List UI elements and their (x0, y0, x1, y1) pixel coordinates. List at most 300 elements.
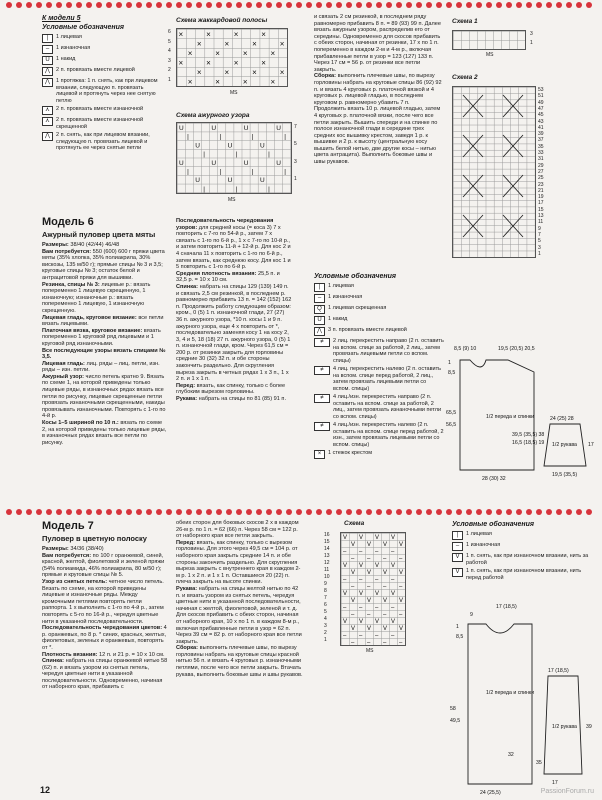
scheme2-row-label: 11 (538, 219, 544, 226)
right-legend-text: 1 накид (328, 316, 348, 322)
scheme7-stitch-mark: – (343, 577, 347, 583)
scheme7-row-label: 4 (324, 616, 327, 622)
m7-sleeves-label: Рукава: (176, 585, 198, 592)
model6-right-text (314, 14, 442, 166)
pattern7-sleeve-label: 1/2 рукава (552, 724, 577, 730)
assembly-value: выполнить плечевые швы, по вырезу горловины набрать на круговые спицы 86 (92) 92 п. и вязать 4 круговых р. платочной вязкой и 4 круговых р. лицевой гладью, в последнем круговом р. равномерно убавить 7 п. Продолжить вязать 10 р. лицевой гладью, затем 4 круговых р. платочной вязки, после чего все петли закрыть. Вышить спереди и на спинке по полосе изнаночной глади в середине трех средних кос вышивку крестом, заведя 1 р. к вышивке и 2 р. к высоту (центральную косу вышить белой нитью, две другие косы – нитью цвета антрацита). Выполнить боковые швы и швы рукавов. (314, 73, 442, 166)
model6-subtitle: Ажурный пуловер цвета мяты (42, 230, 156, 239)
face-value: лиц. ряды – лиц. петли, изн. ряды – изн. петли. (42, 360, 160, 374)
jacquard-cross-mark: × (187, 49, 193, 58)
jacquard-cross-mark: × (206, 30, 211, 39)
right-legend-text: 1 стежок крестом (328, 450, 373, 456)
right-legend-text: 1 лицевая (328, 283, 354, 289)
scheme7-stitch-mark: – (359, 549, 363, 555)
scheme7-stitch-mark: – (391, 549, 395, 555)
scheme2-row-label: 39 (538, 131, 544, 138)
jacquard-cross-mark: × (196, 68, 202, 77)
openwork-stitch-mark: U (179, 125, 184, 132)
scheme7-row-label: 15 (324, 539, 330, 545)
watermark: PassionForum.ru (540, 788, 594, 795)
scheme7-stitch-mark: – (351, 640, 355, 645)
pattern6-sleeve-label: 1/2 рукава (552, 442, 577, 448)
right-legend-item (314, 338, 444, 364)
jacquard-cross-mark: × (224, 68, 230, 77)
scheme7-stitch-mark: V (351, 598, 356, 604)
right-legend-symbol-icon: ≠ (314, 338, 330, 347)
cont-text: и связать 2 см резинкой, в последнем ряду равномерно прибавить 8 п. = 89 (93) 99 п. Далее вязать ажурным узором, распределив его от середины. Одновременно для скосов прибавить с обеих сторон, начиная от резинки, 17 х по 1 п. попеременно в каждом 2-м и 4-м р., включая прибавленные петли в узор = 123 (127) 133 п. Через 17 см = 56 р. от резинки все петли закрыть. (314, 14, 441, 73)
scheme7-stitch-mark: V (383, 626, 388, 632)
openwork-stitch-mark: U (211, 159, 217, 167)
openwork-marks (177, 123, 291, 193)
scheme2-row-label: 43 (538, 118, 544, 125)
scheme7-stitch-mark: – (375, 549, 379, 555)
legend7-title: Условные обозначения (452, 521, 535, 528)
model5-legend-item (42, 34, 164, 43)
pattern6-dim-9: 24 (25) 28 (550, 416, 574, 422)
scheme2-row-label: 53 (538, 87, 544, 93)
needed-label: Вам потребуется: (42, 248, 92, 255)
m7-front-value: вязать, как спинку, только с вырезом горловины. Для этого через 49,5 см = 104 р. от наборного края закрыть средние 14 п. и обе стороны закончить раздельно. Для скругления выреза закрыть с внутреннего края в каждом 2-м р. 1 х 2 п. и 1 х 1 п. Оставшиеся 20 (22) п. плеча закрыть на высоте спинки. (176, 539, 301, 586)
right-legend-symbol-icon: | (314, 283, 325, 292)
scheme7-chart (340, 532, 406, 646)
scheme7-row-label: 7 (324, 595, 327, 601)
model5-legend-text: 2 п. провязать вместе лицевой (56, 67, 135, 73)
scheme7-stitch-mark: – (391, 605, 395, 611)
right-legend-symbol-icon: Q (314, 305, 325, 314)
jacquard-cross-mark: × (270, 77, 276, 86)
openwork-stitch-mark: | (251, 133, 254, 141)
scheme7-stitch-mark: – (383, 612, 387, 618)
model5-legend-item (42, 45, 164, 54)
scheme7-stitch-mark: V (391, 591, 396, 597)
middle-dot-border (0, 509, 602, 517)
right-legend-text: 3 п. провязать вместе лицевой (328, 327, 407, 333)
pattern6-front-label: 1/2 переда и спинки (486, 414, 535, 420)
scheme7-stitch-mark: V (399, 570, 404, 576)
pattern6-dim-0: 8,5 (9) 10 (454, 346, 477, 352)
scheme7-stitch-mark: – (399, 640, 403, 645)
scheme7-row-label: 14 (324, 546, 330, 552)
scheme7-row-label: 10 (324, 574, 330, 580)
m7-pattern-label: Узор из снятых петель: (42, 578, 108, 585)
m7-assembly-label: Сборка: (176, 645, 199, 652)
scheme7-stitch-mark: – (399, 584, 403, 590)
model5-legend-symbol-icon: | (42, 34, 53, 43)
model5-legend (42, 14, 164, 154)
scheme2-row-label: 13 (538, 213, 544, 219)
jacquard-row-label: 6 (168, 29, 171, 35)
scheme2-row-label: 31 (538, 156, 544, 163)
right-legend-item (314, 305, 444, 314)
jacquard-cross-mark: × (252, 39, 257, 49)
legend7-list (452, 531, 592, 581)
pattern6-dim-11: 19,5 (35,5) (552, 472, 578, 478)
openwork-value: число петель кратно 9. Вязать по схеме 1, на которой приведены только лицевые ряды, в изнаночных рядах вязать все петли по рисунку, лицевые скрещенные петли провязать изнаночными скрещенными, накиды провязывать изнаночными. Повторять с 1-го по 4-й р. (42, 373, 166, 420)
scheme7-stitch-mark: – (375, 633, 379, 639)
right-legend-symbol-icon: U (314, 316, 325, 325)
openwork-stitch-mark: | (284, 133, 287, 141)
scheme7-stitch-mark: – (343, 633, 347, 639)
m7-seq-label: Последовательность чередования цветов: (42, 625, 163, 632)
scheme7-stitch-mark: V (383, 598, 388, 604)
jacquard-cross-mark: × (215, 77, 220, 86)
openwork-stitch-mark: U (195, 177, 200, 185)
openwork-stitch-mark: U (260, 177, 265, 185)
m7-sizes-value: 34/36 (38/40) (70, 546, 104, 552)
jacquard-row-label: 5 (168, 38, 171, 45)
model7-subtitle: Пуловер в цветную полоску (42, 534, 147, 543)
scheme2-row-label: 33 (538, 150, 544, 156)
right-legend-item (314, 283, 444, 292)
openwork-stitch-mark: U (243, 125, 249, 132)
jacquard-cross-mark: × (196, 39, 202, 49)
garter-label: Платочная вязка, круговое вязание: (42, 327, 143, 334)
scheme7-stitch-mark: V (367, 570, 372, 576)
scheme7-stitch-mark: V (391, 619, 396, 625)
scheme1-row-3: 3 (530, 31, 533, 37)
scheme7-stitch-mark: V (391, 563, 396, 569)
openwork-ms: MS (228, 197, 236, 203)
model6-pattern-diagram (446, 340, 598, 490)
garter-value: вязать попеременно 1 круговой ряд лицевыми и 1 круговой ряд изнаночными. (42, 327, 161, 347)
sizes-value: 38/40 (42/44) 46/48 (70, 242, 120, 248)
legend-title: Условные обозначения (42, 24, 125, 31)
scheme7-stitch-mark: – (359, 605, 363, 611)
scheme2-row-label: 5 (538, 238, 541, 245)
scheme7-stitch-mark: V (391, 535, 396, 541)
scheme7-row-label: 8 (324, 588, 327, 594)
legend7-symbol-icon: – (452, 542, 463, 551)
model5-legend-symbol-icon: ⋀ (42, 132, 53, 141)
scheme2-row-label: 3 (538, 244, 541, 251)
right-legend-title: Условные обозначения (314, 273, 397, 280)
m7-density-label: Плотность вязания: (42, 651, 98, 658)
right-legend-symbol-icon: ≠ (314, 422, 330, 431)
right-legend-symbol-icon: ≠ (314, 394, 330, 403)
model5-legend-text: 1 накид (56, 56, 76, 62)
legend7-symbol-icon: V (452, 568, 463, 577)
scheme2-row-label: 51 (538, 93, 544, 100)
scheme2-row-label: 41 (538, 124, 544, 131)
pattern7-dim-10: 39 (586, 724, 592, 730)
scheme7-row-label: 1 (324, 637, 327, 643)
openwork-stitch-mark: | (251, 168, 254, 176)
back-label: Спинка: (176, 283, 199, 290)
scheme2-row-label: 47 (538, 105, 544, 112)
scheme7-stitch-mark: V (375, 619, 380, 625)
top-dot-border (0, 2, 602, 10)
openwork-stitch-mark: | (203, 185, 206, 193)
legend7-symbol-icon: | (452, 531, 463, 540)
scheme7-stitch-mark: – (367, 556, 371, 562)
openwork-row-label: 1 (294, 176, 297, 183)
legend7-item (452, 531, 592, 540)
model5-ref-title: К модели 5 (42, 15, 81, 22)
scheme2-row-label: 17 (538, 200, 544, 207)
density-value: 25,5 п. и 32,5 р. = 10 х 10 см. (176, 270, 280, 284)
model7-legend (452, 520, 592, 583)
scheme7-stitch-mark: – (359, 577, 363, 583)
scheme2-chart (452, 86, 536, 258)
scheme2-row-label: 23 (538, 181, 544, 188)
jacquard-cross-mark: × (261, 30, 266, 39)
openwork-stitch-mark: | (268, 185, 270, 193)
right-legend-item (314, 327, 444, 336)
scheme7-row-label: 9 (324, 581, 327, 587)
page-number: 12 (40, 785, 51, 795)
jacquard-cross-mark: × (224, 39, 230, 49)
model5-legend-text: 2 п. провязать вместе изнаночной (56, 106, 144, 112)
pattern6-dim-6: 39,5 (35,5) 38 (512, 432, 545, 438)
scheme7-stitch-mark: – (399, 556, 403, 562)
openwork-stitch-mark: U (227, 142, 233, 150)
right-legend-symbol-icon: ⋀ (314, 327, 325, 336)
right-legend-text: 4 лиц./изн. перекрестить направо (2 п. оставить на вспом. спице за работой, 2 лиц., затем провязать изнаночными петли со вспом. спицы) (333, 394, 442, 420)
scheme7-stitch-mark: V (359, 535, 364, 541)
m7-needed-value: по 100 г оранжевой, синей, красной, желтой, фиолетовой и зеленой пряжи (54% полиамида, 46% полиакрила, 80 м/50 г); прямые и круговые спицы № 5. (42, 552, 165, 579)
right-legend-text: 1 изнаночная (328, 294, 363, 300)
openwork-stitch-mark: U (195, 142, 200, 150)
scheme1-row-1: 1 (530, 40, 533, 46)
scheme7-stitch-mark: – (391, 633, 395, 639)
scheme7-marks (341, 533, 405, 645)
scheme1-title: Схема 1 (452, 18, 478, 25)
scheme7-stitch-mark: – (399, 612, 403, 618)
pattern7-front-label: 1/2 переда и спинки (486, 690, 535, 696)
right-legend-item (314, 450, 444, 459)
right-legend-item (314, 316, 444, 325)
right-legend-item (314, 394, 444, 420)
scheme2-row-label: 7 (538, 231, 541, 238)
pattern7-dim-9: 17 (552, 780, 558, 786)
braid-value: вязать по схеме 2, на которой приведены только лицевые ряды, в изнаночных рядах вязать все петли по рисунку. (42, 420, 167, 446)
model6-text (42, 216, 168, 446)
scheme2-row-label: 49 (538, 99, 544, 106)
legend7-item (452, 553, 592, 566)
legend7-symbol-icon: V (452, 553, 463, 562)
right-legend-text: 1 лицевая скрещенная (328, 305, 387, 311)
scheme7-stitch-mark: V (375, 591, 380, 597)
openwork-stitch-mark: U (211, 125, 217, 132)
jacquard-cross-mark: × (261, 58, 266, 68)
front-value: вязать, как спинку, только с более глубоким вырезом горловины. (176, 382, 286, 396)
jacquard-ms: MS (230, 90, 238, 96)
openwork-row-label: 5 (294, 141, 297, 148)
m7-sizes-label: Размеры: (42, 546, 69, 552)
jacquard-cross-mark: × (206, 58, 211, 68)
jacquard-cross-mark: × (279, 39, 285, 49)
model5-legend-text: 2 п. снять, как при лицевом вязании, следующую п. провязать лицевой и протянуть ее через снятые петли (56, 132, 150, 151)
right-legend-item (314, 366, 444, 392)
scheme1-chart (452, 30, 526, 50)
scheme2-row-label: 27 (538, 168, 544, 175)
density-label: Средняя плотность вязания: (176, 270, 257, 277)
scheme2-title: Схема 2 (452, 74, 478, 81)
openwork-stitch-mark: U (243, 159, 249, 167)
openwork-label: Ажурный узор: (42, 373, 84, 380)
jacquard-cross-mark: × (252, 68, 257, 77)
sizes-label: Размеры: (42, 242, 69, 248)
model5-legend-item (42, 67, 164, 76)
scheme2-row-label: 19 (538, 194, 544, 201)
right-legend-list (314, 283, 444, 459)
pattern6-dim-4: 65,5 (446, 410, 457, 416)
right-legend-text: 2 лиц. перекрестить направо (2 п. оставить на вспом. спице за работой, 2 лиц., затем провязать лицевыми петли со вспом. спицы) (333, 338, 444, 364)
jacquard-row-label: 4 (168, 48, 171, 54)
rib-label: Резинка, спицы № 3: (42, 281, 100, 288)
openwork-stitch-mark: U (276, 159, 281, 167)
pattern7-dim-2: 1 (456, 624, 459, 630)
model7-title: Модель 7 (42, 520, 94, 532)
scheme7-stitch-mark: – (343, 549, 347, 555)
model5-legend-symbol-icon: ⋀ (42, 78, 53, 87)
scheme7-stitch-mark: – (359, 633, 363, 639)
right-legend-text: 4 лиц. перекрестить налево (2 п. оставить на вспом. спице перед работой, 2 лиц., затем провязать лицевыми петли со вспом. спицы) (333, 366, 441, 392)
m7-back-label: Спинка: (42, 658, 65, 665)
scheme7-row-label: 3 (324, 623, 327, 629)
openwork-title: Схема ажурного узора (176, 112, 250, 119)
openwork-stitch-mark: U (276, 125, 281, 132)
scheme7-stitch-mark: V (343, 535, 348, 541)
pattern6-dim-2: 1 (448, 360, 451, 366)
right-legend-item (314, 422, 444, 448)
openwork-stitch-mark: | (187, 168, 189, 176)
scheme7-title: Схема (344, 520, 365, 527)
jacquard-cross-mark: × (215, 49, 220, 58)
scheme2-row-label: 25 (538, 175, 544, 182)
openwork-stitch-mark: | (187, 133, 189, 141)
model5-legend-item (42, 78, 164, 104)
scheme7-stitch-mark: V (383, 570, 388, 576)
jacquard-chart (176, 28, 288, 87)
model5-legend-symbol-icon: ⋏ (42, 117, 53, 126)
seq-value: для средней косы (= коса 3) 7 х повторить с 7-го по 54-й р., затем 7 х связать с 1-го по 6-й р., 1 х с 7-го по 10-й р., и затем повторить 11-й + 12-й р. Для кос 2 и 4 сначала 11 х повторить с 1-го по 6-й р., затем вязать, как среднюю косу. Для кос 1 и 5 повторить с 1-го по 6-й р. (176, 224, 291, 271)
pattern7-dim-1: 17 (18,5) (496, 604, 517, 610)
jacquard-marks (177, 29, 287, 86)
scheme7-stitch-mark: V (359, 563, 364, 569)
scheme7-stitch-mark: – (343, 605, 347, 611)
scheme7-stitch-mark: V (399, 626, 404, 632)
right-legend-text: 4 лиц./изн. перекрестить налево (2 п. оставить на вспом. спице перед работой, 2 изн., затем провязать лицевыми петли со вспом. спицы) (333, 422, 444, 448)
scheme7-stitch-mark: V (343, 619, 348, 625)
model5-legend-text: 1 протяжка: 1 п. снять, как при лицевом вязании, следующую п. провязать лицевой и протянуть через нее снятую петлю (56, 78, 158, 104)
jacquard-cross-mark: × (242, 49, 248, 58)
legend-list (42, 34, 164, 152)
braid-label: Косы 1–5 шириной по 10 п.: (42, 420, 119, 427)
scheme7-stitch-mark: – (351, 556, 355, 562)
scheme7-stitch-mark: – (367, 584, 371, 590)
model6-title: Модель 6 (42, 216, 94, 228)
right-legend-symbol-icon: – (314, 294, 325, 303)
pattern7-dim-7: 17 (18,5) (548, 668, 569, 674)
openwork-stitch-mark: | (284, 168, 287, 176)
scheme2-row-label: 9 (538, 225, 541, 232)
openwork-stitch-mark: | (268, 151, 270, 159)
m7-pattern-value: четное число петель. Вязать по схеме, на которой приведены лицевые и изнаночные ряды. Между кромочными петлями повторять петли раппорта. 1 х выполнить с 1-го по 4-й р., затем повторять с 5-го по 16-й р., чередуя цветные нити в указанной последовательности. (42, 578, 164, 625)
pattern7-dim-8: 24 (25,5) (480, 790, 501, 796)
model7-text (42, 520, 168, 691)
openwork-stitch-mark: U (227, 177, 233, 185)
scheme7-stitch-mark: V (359, 619, 364, 625)
sleeves-value: набрать на спицы по 81 (85) 91 п. (198, 396, 287, 403)
seq-label: Последовательность чередования узоров: (176, 218, 274, 231)
m7-front-back-piece (468, 624, 535, 784)
scheme7-row-label: 6 (324, 602, 327, 608)
pattern6-dim-8: 28 (30) 32 (482, 476, 506, 482)
m7-cont-text: обеих сторон для боковых скосов 2 х в каждом 26-м р. по 1 п. = 62 (66) п. Через 58 см = 122 р. от наборного края все петли закрыть. (176, 520, 299, 540)
model6-mid-text (176, 218, 292, 403)
m7-assembly-value: выполнить плечевые швы, по вырезу горловины набрать на круговые спицы красной нитью 56 п. и вязать 4 круговых р. изнаночными петлями, после чего все петли закрыть. Втачать рукава, выполнить боковые швы и швы рукавов. (176, 645, 303, 678)
right-legend-symbol-icon: × (314, 450, 325, 459)
model7-pattern-diagram (440, 598, 596, 798)
scheme7-stitch-mark: V (343, 591, 348, 597)
pattern7-dim-0: 9 (470, 612, 473, 618)
openwork-stitch-mark: | (235, 151, 238, 159)
right-legend-symbol-icon: ≠ (314, 366, 330, 375)
scheme7-stitch-mark: V (399, 542, 404, 548)
scheme2-row-label: 15 (538, 206, 544, 213)
scheme2-row-label: 35 (538, 143, 544, 150)
openwork-row-label: 3 (294, 158, 297, 165)
legend7-text: 1 п. снять, как при изнаночном вязании, нить перед работой (466, 568, 582, 581)
openwork-stitch-mark: | (235, 185, 238, 193)
scheme7-stitch-mark: – (383, 556, 387, 562)
jacquard-cross-mark: × (233, 30, 239, 39)
scheme7-stitch-mark: V (399, 598, 404, 604)
jacquard-cross-mark: × (187, 77, 193, 86)
scheme7-row-label: 12 (324, 560, 330, 566)
right-legend (314, 272, 444, 461)
back-value: набрать на спицы 129 (139) 149 п. и связать 2,5 см резинкой, в последнем р. равномерно прибавить 13 п. = 142 (152) 162 п. Продолжить работу следующим образом: кром., 0 (5) 1 п. изнаночной глади, 27 (27) 36 п. ажурного узора, *10 п. косы 1 и 9 п. ажурного узора, еще 4 х повторить от *, последовательно заменяя косу 1 на косу 2, 3, 4 и 5, 18 (18) 27 п. ажурного узора, 0 (5) 1 п. изнаночной глади, кром. Через 61,5 см = 200 р. от резинки закрыть для горловины средние 30 (32) 32 п. и обе стороны закончить раздельно. Для скругления выреза закрыть в четных рядах 1 х 3 п., 1 х 2 п. и 1 х 1 п. (176, 283, 292, 383)
scheme7-stitch-mark: V (375, 563, 380, 569)
scheme7-stitch-mark: – (351, 584, 355, 590)
m7-density-value: 12 п. и 21 р. = 10 х 10 см. (99, 651, 165, 658)
scheme7-ms: MS (366, 648, 374, 654)
jacquard-row-label: 2 (168, 67, 171, 73)
scheme7-stitch-mark: V (383, 542, 388, 548)
scheme7-stitch-mark: – (367, 640, 371, 645)
pattern7-dim-5: 49,5 (450, 718, 461, 724)
scheme7-stitch-mark: – (375, 605, 379, 611)
scheme7-row-label: 5 (324, 609, 327, 615)
model5-legend-symbol-icon: ⋀ (42, 67, 53, 76)
m7-seq-value: 4 р. оранжевых, по 8 р. * синих, красных, желтых, фиолетовых, зеленых и оранжевых, повторять от *. (42, 625, 167, 651)
model5-legend-item (42, 56, 164, 65)
jacquard-cross-mark: × (233, 58, 239, 68)
jacquard-row-label: 3 (168, 57, 171, 64)
scheme7-stitch-mark: – (351, 612, 355, 618)
model7-mid-text (176, 520, 304, 678)
all-needles-label: Все последующие узоры вязать спицами № 3,5. (42, 347, 166, 361)
jacquard-cross-mark: × (178, 58, 184, 68)
scheme7-stitch-mark: – (383, 584, 387, 590)
scheme7-stitch-mark: V (351, 570, 356, 576)
scheme7-stitch-mark: V (367, 598, 372, 604)
model5-legend-text: 1 лицевая (56, 34, 82, 40)
scheme2-row-label: 37 (538, 137, 544, 144)
scheme7-stitch-mark: V (351, 542, 356, 548)
sleeves-label: Рукава: (176, 396, 198, 403)
m7-back-value: набрать на спицы оранжевой нитью 58 (62) п. и вязать узором из снятых петель, чередуя цветные нити в указанной последовательности. Одновременно, начиная от наборного края, прибавить с (42, 658, 168, 691)
model5-legend-text: 2 п. провязать вместе изнаночной скрещенной (56, 117, 144, 130)
pattern6-dim-10: 17 (588, 442, 594, 448)
scheme7-stitch-mark: – (383, 640, 387, 645)
openwork-row-label: 7 (294, 124, 297, 130)
rib-value: лицевые р.: вязать попеременно 1 лицевую скрещенную, 1 изнаночную; изнаночные р.: вязать попеременно 1 лицевую, 1 изнаночную скрещенную. (42, 281, 151, 314)
scheme7-stitch-mark: – (367, 612, 371, 618)
scheme2-cables (453, 87, 535, 257)
scheme2-row-label: 45 (538, 112, 544, 119)
